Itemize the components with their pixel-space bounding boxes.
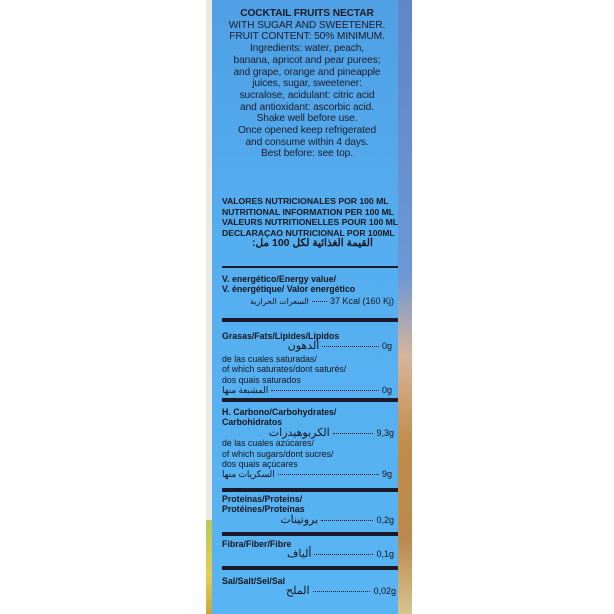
fibre-arabic: ألياف	[287, 548, 312, 561]
proteins-label: Proteínas/Proteins/	[222, 494, 303, 504]
proteins-label: Protéines/Proteínas	[222, 504, 305, 515]
dotted-leader	[333, 433, 374, 434]
fats-value: 0g	[382, 341, 393, 352]
carbs-sub-label: of which sugars/dont sucres/	[222, 448, 334, 459]
proteins-value: 0,2g	[376, 514, 395, 525]
intro-line: and antioxidant: ascorbic acid.	[240, 101, 374, 113]
salt-label: Sal/Salt/Sel/Sal	[222, 576, 286, 586]
intro-line: juices, sugar, sweetener:	[252, 78, 362, 90]
fibre-label: Fibra/Fiber/Fibre	[222, 539, 292, 549]
carbs-label: H. Carbono/Carbohydrates/	[222, 407, 337, 417]
nutrition-header-line: VALEURS NUTRITIONELLES POUR 100 ML	[222, 217, 398, 228]
fats-label: Grasas/Fats/Lipides/Lípidos	[222, 331, 340, 341]
energy-section	[222, 266, 398, 320]
energy-label: V. energético/Energy value/	[222, 274, 337, 284]
intro-line: Once opened keep refrigerated	[237, 125, 377, 137]
fats-sub-label: dos quais saturados	[222, 374, 301, 385]
proteins-section	[222, 490, 398, 534]
salt-value: 0,02g	[373, 586, 397, 597]
proteins-arabic: بروتينات	[280, 513, 319, 526]
carbs-sub-label: de las cuales azúcares/	[222, 438, 314, 449]
fibre-value: 0,1g	[376, 549, 395, 560]
nutrition-header-line: DECLARAÇAO NUTRICIONAL POR 100ML	[222, 227, 395, 238]
intro-line: sucralose, acidulant: citric acid	[239, 89, 375, 101]
fats-section	[222, 320, 398, 400]
fats-sub-label: de las cuales saturadas/	[222, 353, 317, 364]
carbs-sub-label: dos quais açúcares	[222, 459, 298, 470]
intro-line: banana, apricot and pear purees;	[233, 54, 381, 66]
nutrition-header	[222, 196, 398, 250]
dotted-leader	[271, 390, 379, 391]
fats-arabic: الدهون	[287, 340, 320, 353]
nutrition-header-arabic: القيمة الغذائية لكل 100 مل:	[252, 237, 373, 250]
salt-arabic: الملح	[285, 585, 310, 598]
dotted-leader	[314, 554, 373, 555]
dotted-leader	[312, 301, 327, 302]
carbs-sub-arabic: السكريات منها	[222, 469, 275, 480]
dotted-leader	[322, 346, 379, 347]
carbs-value: 9,3g	[376, 427, 395, 438]
saturates-value: 0g	[381, 385, 392, 396]
intro-line: Shake well before use.	[256, 113, 358, 125]
product-title: COCKTAIL FRUITS NECTAR	[240, 8, 374, 19]
fats-sub-label: of which saturates/dont saturés/	[222, 364, 347, 375]
carbohydrates-section	[222, 400, 398, 490]
intro-line: FRUIT CONTENT: 50% MINIMUM.	[229, 31, 385, 43]
dotted-leader	[321, 520, 373, 521]
dotted-leader	[278, 474, 379, 475]
sugars-value: 9g	[381, 469, 392, 480]
label-panel	[212, 0, 398, 614]
intro-line: and consume within 4 days.	[245, 136, 369, 148]
fats-sub-arabic: المشبعة منها	[222, 385, 269, 396]
nutrition-header-line: NUTRITIONAL INFORMATION PER 100 ML	[222, 206, 395, 217]
fibre-section	[222, 534, 398, 568]
carbs-arabic: الكربوهيدرات	[268, 426, 330, 439]
nutrition-header-line: VALORES NUTRICIONALES POR 100 ML	[222, 196, 389, 206]
carbs-label: Carbohidratos	[222, 417, 283, 428]
energy-value: 37 Kcal (160 Kj)	[329, 295, 394, 306]
intro-line: and grape, orange and pineapple	[233, 66, 381, 78]
salt-section	[222, 568, 398, 614]
product-description	[222, 8, 392, 160]
intro-line: WITH SUGAR AND SWEETENER.	[228, 19, 386, 31]
energy-label: V. énergétique/ Valor energético	[222, 284, 356, 295]
dotted-leader	[313, 591, 371, 592]
intro-line: Best before: see top.	[261, 148, 353, 160]
energy-arabic: السعرات الحرارية	[250, 296, 309, 306]
intro-line: Ingredients: water, peach,	[249, 43, 365, 55]
